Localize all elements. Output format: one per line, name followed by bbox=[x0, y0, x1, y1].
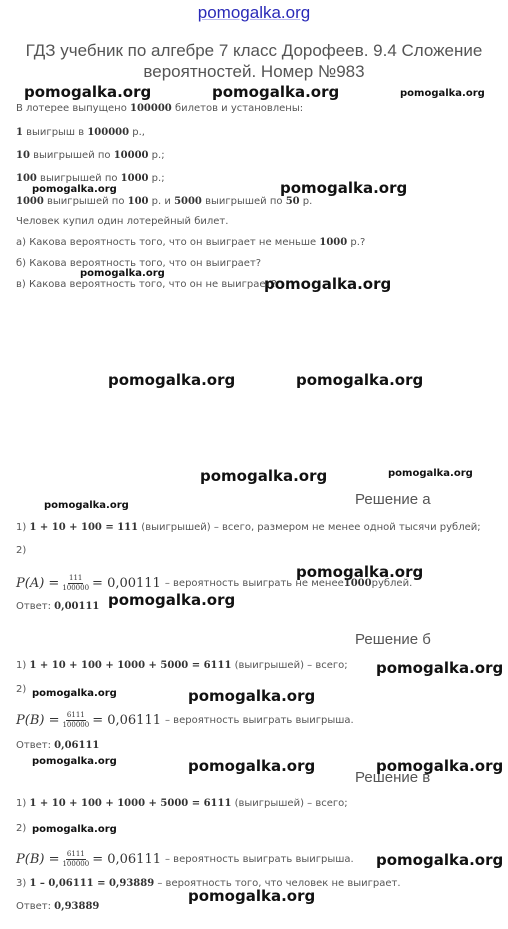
solution-c-step-2: 2) bbox=[16, 823, 27, 834]
watermark: pomogalka.org bbox=[376, 757, 504, 775]
fraction: $\frac{6111}{100000}$ bbox=[62, 711, 90, 729]
watermark: pomogalka.org bbox=[212, 83, 340, 101]
solution-c-step-3: 3) 1 – 0,06111 = 0,93889 – вероятность того, что человек не выиграет. bbox=[16, 878, 401, 889]
fraction: $\frac{111}{100000}$ bbox=[62, 574, 90, 592]
fraction: $\frac{6111}{100000}$ bbox=[62, 850, 90, 868]
problem-bought: Человек купил один лотерейный билет. bbox=[16, 216, 229, 227]
watermark: pomogalka.org bbox=[108, 371, 236, 389]
question-a: а) Какова вероятность того, что он выиграет не меньше 1000 р.? bbox=[16, 237, 366, 248]
watermark: pomogalka.org bbox=[280, 179, 408, 197]
watermark: pomogalka.org bbox=[188, 687, 316, 705]
watermark: pomogalka.org bbox=[32, 824, 117, 835]
solution-c-formula: P(B) = $\frac{6111}{100000}$ = 0,06111 – вероятность выиграть выигрыша. bbox=[16, 850, 354, 868]
solution-c-answer: Ответ: 0,93889 bbox=[16, 901, 100, 912]
solution-b-step-2: 2) bbox=[16, 684, 27, 695]
watermark: pomogalka.org bbox=[108, 591, 236, 609]
problem-line-1: 1 выигрыш в 100000 р., bbox=[16, 127, 145, 138]
watermark: pomogalka.org bbox=[296, 371, 424, 389]
watermark: pomogalka.org bbox=[24, 83, 152, 101]
watermark: pomogalka.org bbox=[32, 688, 117, 699]
watermark: pomogalka.org bbox=[400, 88, 485, 99]
watermark: pomogalka.org bbox=[44, 500, 129, 511]
question-c: в) Какова вероятность того, что он не выиграет? bbox=[16, 279, 277, 290]
watermark: pomogalka.org bbox=[388, 468, 473, 479]
page-title: ГДЗ учебник по алгебре 7 класс Дорофеев. 9.4 Сложение вероятностей. Номер №983 bbox=[25, 41, 483, 81]
problem-intro: В лотерее выпущено 100000 билетов и установлены: bbox=[16, 103, 304, 114]
solution-a-step-1: 1) 1 + 10 + 100 = 111 (выигрышей) – всего, размером не менее одной тысячи рублей; bbox=[16, 522, 481, 533]
solution-b-heading: Решение б bbox=[355, 631, 431, 648]
solution-b-answer: Ответ: 0,06111 bbox=[16, 740, 100, 751]
problem-line-4: 1000 выигрышей по 100 р. и 5000 выигрышей по 50 р. bbox=[16, 196, 313, 207]
watermark: pomogalka.org bbox=[376, 851, 504, 869]
solution-b-step-1: 1) 1 + 10 + 100 + 1000 + 5000 = 6111 (выигрышей) – всего; bbox=[16, 660, 348, 671]
solution-a-answer: Ответ: 0,00111 bbox=[16, 601, 100, 612]
solution-a-heading: Решение а bbox=[355, 491, 431, 508]
watermark: pomogalka.org bbox=[200, 467, 328, 485]
watermark: pomogalka.org bbox=[376, 659, 504, 677]
solution-c-step-1: 1) 1 + 10 + 100 + 1000 + 5000 = 6111 (выигрышей) – всего; bbox=[16, 798, 348, 809]
watermark: pomogalka.org bbox=[32, 756, 117, 767]
watermark: pomogalka.org bbox=[188, 757, 316, 775]
solution-c-heading: Решение в bbox=[355, 769, 431, 786]
problem-line-2: 10 выигрышей по 10000 р.; bbox=[16, 150, 165, 161]
problem-line-3: 100 выигрышей по 1000 р.; bbox=[16, 173, 165, 184]
watermark: pomogalka.org bbox=[264, 275, 392, 293]
site-logo[interactable]: pomogalka.org bbox=[197, 3, 311, 22]
solution-a-formula: P(A) = $\frac{111}{100000}$ = 0,00111 – вероятность выиграть не менее 1000 рублей. bbox=[16, 574, 413, 592]
watermark: pomogalka.org bbox=[80, 268, 165, 279]
solution-a-step-2: 2) bbox=[16, 545, 27, 556]
solution-b-formula: P(B) = $\frac{6111}{100000}$ = 0,06111 – вероятность выиграть выигрыша. bbox=[16, 711, 354, 729]
watermark: pomogalka.org bbox=[32, 184, 117, 195]
watermark: pomogalka.org bbox=[296, 563, 424, 581]
question-b: б) Какова вероятность того, что он выиграет? bbox=[16, 258, 262, 269]
watermark: pomogalka.org bbox=[188, 887, 316, 905]
